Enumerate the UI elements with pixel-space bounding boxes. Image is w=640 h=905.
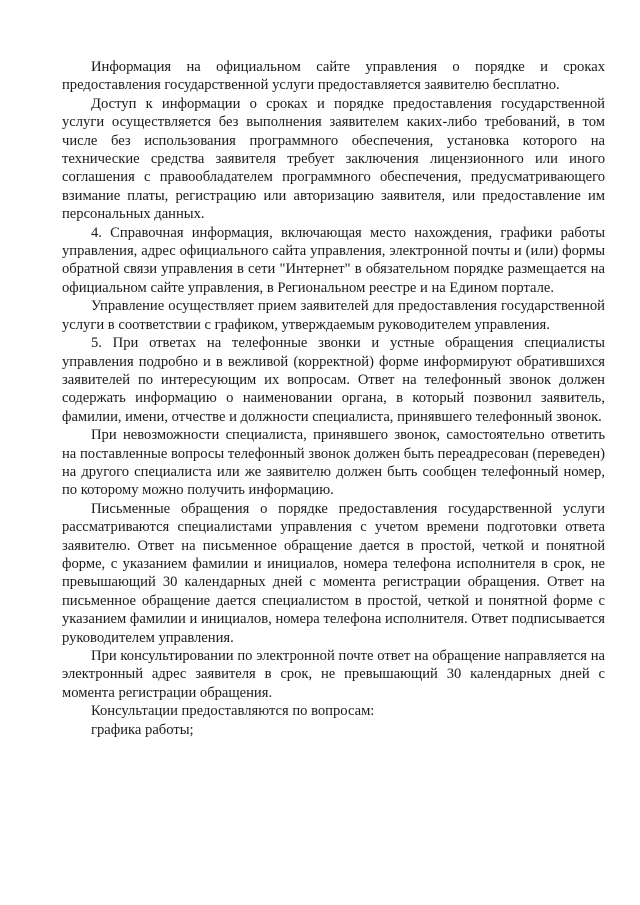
paragraph-reception-schedule: Управление осуществляет прием заявителей для предоставления государственной услуги в соответствии с графиком, утверждаемым руководителем управления. (62, 298, 605, 333)
paragraph-email-consulting: При консультировании по электронной почте ответ на обращение направляется на электронный адрес заявителя в срок, не превышающий 30 календарных дней с момента регистрации обращения. (62, 648, 605, 701)
paragraph-access-conditions: Доступ к информации о сроках и порядке предоставления государственной услуги осуществляется без выполнения заявителем каких-либо требований, в том числе без использования программного обеспечения, установка которого на технические средства заявителя требует заключения лицензионного или иного соглашения с правообладателем программного обеспечения, предусматривающего взимание платы, регистрацию или авторизацию заявителя, или предоставление им персональных данных. (62, 95, 605, 223)
document-page (62, 58, 605, 739)
paragraph-consultation-topics: Консультации предоставляются по вопросам: (91, 703, 375, 720)
paragraph-info-free: Информация на официальном сайте управления о порядке и сроках предоставления государственной услуги предоставляется заявителю бесплатно. (62, 59, 605, 94)
paragraph-work-schedule-item: графика работы; (91, 721, 194, 738)
paragraph-reference-info: 4. Справочная информация, включающая место нахождения, графики работы управления, адрес официального сайта управления, электронной почты и (или) формы обратной связи управления в сети "Интернет" в обязательном порядке размещается на официальном сайте управления, в Региональном реестре и на Едином портале. (62, 224, 605, 296)
paragraph-phone-calls: 5. При ответах на телефонные звонки и устные обращения специалисты управления подробно и в вежливой (корректной) форме информируют обратившихся заявителей по интересующим их вопросам. Ответ на телефонный звонок должен содержать информацию о наименовании органа, в который позвонил заявитель, фамилии, имени, отчестве и должности специалиста, принявшего телефонный звонок. (62, 335, 605, 425)
paragraph-written-requests: Письменные обращения о порядке предоставления государственной услуги рассматриваются специалистами управления с учетом времени подготовки ответа заявителю. Ответ на письменное обращение дается в простой, четкой и понятной форме, с указанием фамилии и инициалов, номера телефона исполнителя в срок, не превышающий 30 календарных дней с момента регистрации обращения. Ответ на письменное обращение дается специалистом в простой, четкой и понятной форме с указанием фамилии и инициалов, номера телефона исполнителя. Ответ подписывается руководителем управления. (62, 500, 605, 646)
paragraph-call-redirect: При невозможности специалиста, принявшего звонок, самостоятельно ответить на поставленные вопросы телефонный звонок должен быть переадресован (переведен) на другого специалиста или же заявителю должен быть сообщен телефонный номер, по которому можно получить информацию. (62, 427, 605, 499)
